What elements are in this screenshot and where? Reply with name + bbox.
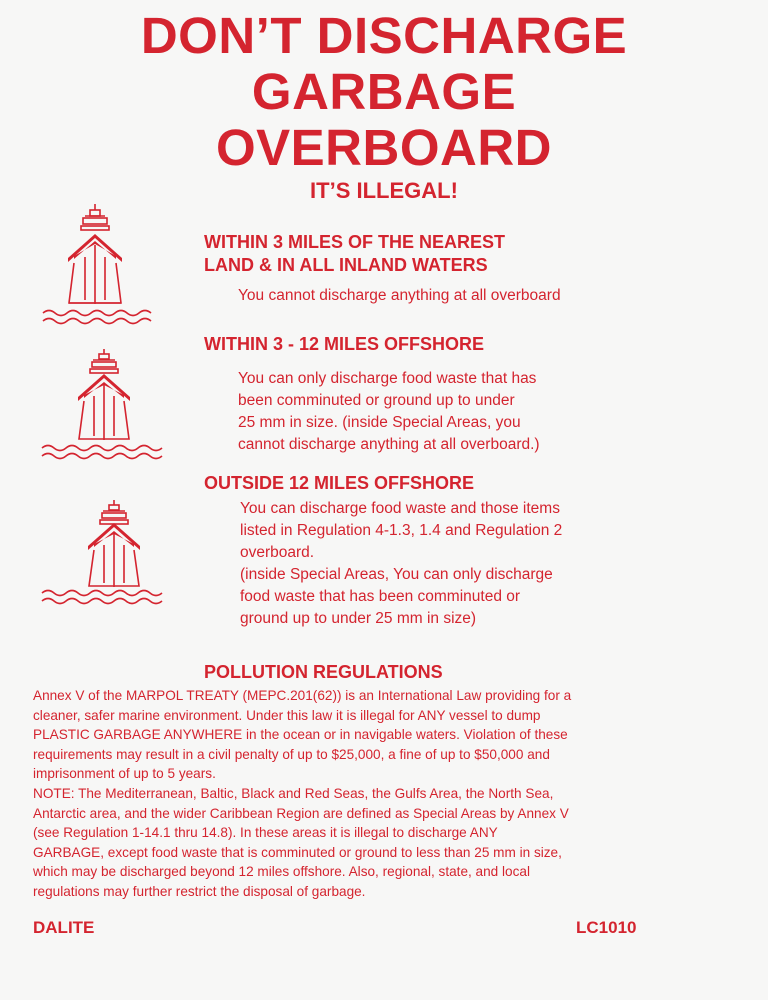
regulations-p2-line: NOTE: The Mediterranean, Baltic, Black and Red Seas, the Gulfs Area, the North Sea, [33,785,554,801]
regulations-p2-line: (see Regulation 1-14.1 thru 14.8). In these areas it is illegal to discharge ANY [33,825,498,841]
section-2-body-line-3: 25 mm in size. (inside Special Areas, you [238,414,521,431]
regulations-text [33,686,645,902]
regulations-paragraph-1 [33,686,645,784]
section-3-body-line-6: ground up to under 25 mm in size) [240,610,477,627]
regulations-title: POLLUTION REGULATIONS [204,662,443,682]
subtitle: IT’S ILLEGAL! [310,178,458,203]
section-1-body-line-1: You cannot discharge anything at all overboard [238,287,561,304]
section-2-body [238,368,540,456]
ship-icon [40,200,162,330]
section-3-body-line-4: (inside Special Areas, You can only discharge [240,566,553,583]
regulations-p1-line: requirements may result in a civil penalty of up to $25,000, a fine of up to $50,000 and [33,746,550,762]
regulations-p1-line: cleaner, safer marine environment. Under this law it is illegal for ANY vessel to dump [33,707,541,723]
regulations-p2-line: Antarctic area, and the wider Caribbean Region are defined as Special Areas by Annex V [33,805,569,821]
footer-brand: DALITE [33,918,95,937]
section-3-body-line-5: food waste that has been comminuted or [240,588,521,605]
ship-icon [40,492,168,610]
section-3-body-line-1: You can discharge food waste and those items [240,500,560,517]
section-3-body [240,498,562,630]
regulations-p1-line: Annex V of the MARPOL TREATY (MEPC.201(62)) is an International Law providing for a [33,688,572,703]
section-1-heading [204,231,505,277]
section-3-heading-line-1: OUTSIDE 12 MILES OFFSHORE [204,473,475,493]
section-1-heading-line-2: LAND & IN ALL INLAND WATERS [204,255,488,275]
section-3-body-line-2: listed in Regulation 4-1.3, 1.4 and Regulation 2 [240,522,563,539]
section-2-body-line-1: You can only discharge food waste that has [238,370,537,387]
regulations-p1-line: imprisonment of up to 5 years. [33,766,216,782]
section-2-body-line-2: been comminuted or ground up to under [238,392,515,409]
section-3-heading [204,472,474,495]
ship-icon [40,345,168,463]
regulations-p2-line: which may be discharged beyond 12 miles offshore. Also, regional, state, and local [33,864,530,880]
section-1-heading-line-1: WITHIN 3 MILES OF THE NEAREST [204,232,506,252]
title-line-2: GARBAGE [251,63,517,120]
section-2-heading [204,333,484,356]
section-1-body [238,285,561,307]
title-line-1: DON’T DISCHARGE [140,7,628,64]
regulations-paragraph-2 [33,784,645,902]
regulations-p1-line: PLASTIC GARBAGE ANYWHERE in the ocean or in navigable waters. Violation of these [33,727,568,743]
title-line-3: OVERBOARD [215,119,553,176]
section-3-body-line-3: overboard. [240,544,315,561]
section-2-body-line-4: cannot discharge anything at all overboard.) [238,436,540,453]
footer-product-code: LC1010 [576,918,637,937]
regulations-p2-line: regulations may further restrict the disposal of garbage. [33,883,366,899]
section-2-heading-line-1: WITHIN 3 - 12 MILES OFFSHORE [204,334,485,354]
page-title [0,8,768,176]
regulations-p2-line: GARBAGE, except food waste that is comminuted or ground to less than 25 mm in size, [33,844,562,860]
